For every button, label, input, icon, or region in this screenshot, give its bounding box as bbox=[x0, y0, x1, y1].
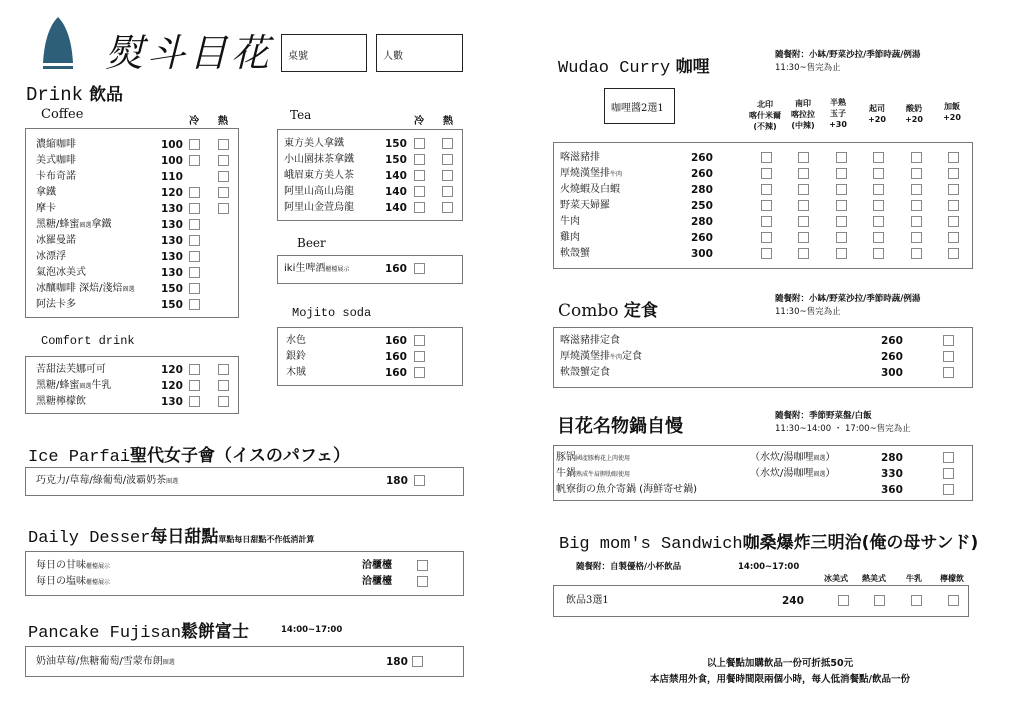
list-item: 牛鍋熟成牛肩胛肋眼使用 （水炊/湯咖哩圈選） 330 bbox=[554, 466, 972, 482]
dessert-section-title: Daily Desser每日甜點單點每日甜點不作低消計算 bbox=[28, 527, 315, 548]
checkbox[interactable] bbox=[414, 351, 425, 362]
list-item: 喀滋豬排定食 260 bbox=[554, 333, 972, 349]
parfait-list bbox=[25, 467, 464, 496]
cold-checkbox[interactable] bbox=[189, 251, 200, 262]
list-item: 卡布奇諾 110 bbox=[26, 169, 238, 185]
checkbox[interactable] bbox=[948, 200, 959, 211]
list-item: 飲品3選1 240 bbox=[554, 593, 968, 609]
people-count-field[interactable] bbox=[376, 34, 463, 72]
list-item: 氣泡冰美式 130 bbox=[26, 265, 238, 281]
curry-side-note: 隨餐附：小缽/野菜沙拉/季節時蔬/例湯 11:30~售完為止 bbox=[775, 50, 921, 73]
cold-checkbox[interactable] bbox=[189, 299, 200, 310]
combo-side-note: 隨餐附：小缽/野菜沙拉/季節時蔬/例湯 11:30~售完為止 bbox=[775, 294, 921, 317]
list-item: 峨眉東方美人茶 140 bbox=[278, 168, 462, 184]
checkbox[interactable] bbox=[836, 200, 847, 211]
list-item: 喀滋豬排 260 bbox=[554, 150, 972, 166]
checkbox[interactable] bbox=[798, 232, 809, 243]
checkbox[interactable] bbox=[798, 168, 809, 179]
sandwich-col-iced-americano: 冰美式 bbox=[824, 574, 848, 583]
cold-checkbox[interactable] bbox=[414, 186, 425, 197]
list-item: 野菜天婦羅 250 bbox=[554, 198, 972, 214]
checkbox[interactable] bbox=[948, 248, 959, 259]
checkbox[interactable] bbox=[761, 216, 772, 227]
checkbox[interactable] bbox=[911, 152, 922, 163]
hot-checkbox[interactable] bbox=[218, 396, 229, 407]
checkbox[interactable] bbox=[761, 152, 772, 163]
hot-checkbox[interactable] bbox=[218, 380, 229, 391]
checkbox[interactable] bbox=[873, 248, 884, 259]
coffee-cold-header: 冷 bbox=[189, 116, 199, 127]
checkbox[interactable] bbox=[911, 216, 922, 227]
hot-americano-checkbox[interactable] bbox=[874, 595, 885, 606]
list-item: 每日の塩味櫃檯展示 洽櫃檯 bbox=[26, 574, 463, 590]
list-item: 阿里山高山烏龍 140 bbox=[278, 184, 462, 200]
hotpot-section-title: 目花名物鍋自慢 bbox=[557, 416, 683, 437]
hot-checkbox[interactable] bbox=[218, 171, 229, 182]
checkbox[interactable] bbox=[948, 232, 959, 243]
cold-checkbox[interactable] bbox=[414, 138, 425, 149]
checkbox[interactable] bbox=[417, 560, 428, 571]
checkbox[interactable] bbox=[414, 335, 425, 346]
checkbox[interactable] bbox=[873, 184, 884, 195]
checkbox[interactable] bbox=[873, 152, 884, 163]
cold-checkbox[interactable] bbox=[414, 154, 425, 165]
people-count-label: 人數 bbox=[383, 51, 403, 62]
checkbox[interactable] bbox=[943, 335, 954, 346]
list-item: 冰漂浮 130 bbox=[26, 249, 238, 265]
tea-hot-header: 熱 bbox=[443, 116, 453, 127]
checkbox[interactable] bbox=[761, 200, 772, 211]
checkbox[interactable] bbox=[943, 367, 954, 378]
comfort-drink-list bbox=[25, 356, 239, 414]
table-number-label: 桌號 bbox=[288, 51, 308, 62]
beer-list bbox=[277, 255, 463, 284]
list-item: 牛肉 280 bbox=[554, 214, 972, 230]
checkbox[interactable] bbox=[798, 152, 809, 163]
cold-checkbox[interactable] bbox=[189, 219, 200, 230]
list-item: 雞肉 260 bbox=[554, 230, 972, 246]
checkbox[interactable] bbox=[911, 200, 922, 211]
list-item: 巧克力/草莓/綠葡萄/波霸奶茶圈選 180 bbox=[26, 473, 463, 489]
iced-americano-checkbox[interactable] bbox=[838, 595, 849, 606]
checkbox[interactable] bbox=[414, 263, 425, 274]
hotpot-list bbox=[553, 445, 973, 501]
list-item: 厚燒漢堡排牛肉定食 260 bbox=[554, 349, 972, 365]
list-item: 拿鐵 120 bbox=[26, 185, 238, 201]
curry-addon-egg: 半熟 玉子 +30 bbox=[829, 98, 847, 129]
hot-checkbox[interactable] bbox=[218, 187, 229, 198]
list-item: 每日の甘味櫃檯展示 洽櫃檯 bbox=[26, 558, 463, 574]
footer-discount-note: 以上餐點加購飲品一份可折抵50元 bbox=[706, 658, 854, 669]
checkbox[interactable] bbox=[414, 475, 425, 486]
checkbox[interactable] bbox=[798, 200, 809, 211]
cold-checkbox[interactable] bbox=[189, 203, 200, 214]
checkbox[interactable] bbox=[948, 168, 959, 179]
curry-addon-north-indian: 北印 喀什米爾 (不辣) bbox=[749, 100, 781, 131]
hot-checkbox[interactable] bbox=[442, 202, 453, 213]
mojito-list bbox=[277, 327, 463, 386]
sandwich-col-milk: 牛乳 bbox=[906, 574, 922, 583]
pancake-list bbox=[25, 646, 464, 677]
list-item: 火燒蝦及白蝦 280 bbox=[554, 182, 972, 198]
list-item: 軟殼蟹 300 bbox=[554, 246, 972, 262]
curry-section-title: Wudao Curry 咖哩 bbox=[558, 57, 710, 78]
list-item: 摩卡 130 bbox=[26, 201, 238, 217]
checkbox[interactable] bbox=[873, 168, 884, 179]
list-item: 冰釀咖啡 深焙/淺焙圈選 150 bbox=[26, 281, 238, 297]
checkbox[interactable] bbox=[943, 351, 954, 362]
cold-checkbox[interactable] bbox=[189, 187, 200, 198]
curry-sauce-choice-box: 咖哩醬2選1 bbox=[604, 88, 675, 124]
checkbox[interactable] bbox=[836, 184, 847, 195]
curry-addon-rice: 加飯 +20 bbox=[943, 102, 961, 122]
hotpot-side-note: 隨餐附：季節野菜盤/白飯 11:30~14:00 ・ 17:00~售完為止 bbox=[775, 411, 911, 434]
cold-checkbox[interactable] bbox=[414, 170, 425, 181]
hot-checkbox[interactable] bbox=[218, 155, 229, 166]
brand-name: 熨斗目花 bbox=[105, 31, 274, 75]
list-item: 水色 160 bbox=[278, 333, 462, 349]
list-item: 美式咖啡 100 bbox=[26, 153, 238, 169]
checkbox[interactable] bbox=[911, 232, 922, 243]
coffee-list bbox=[25, 128, 239, 318]
checkbox[interactable] bbox=[873, 200, 884, 211]
list-item: 小山園抹茶拿鐵 150 bbox=[278, 152, 462, 168]
sandwich-section-title: Big mom's Sandwich咖桑爆炸三明治(俺の母サンド) bbox=[559, 533, 979, 554]
list-item: 阿里山金萱烏龍 140 bbox=[278, 200, 462, 216]
tea-cold-header: 冷 bbox=[414, 116, 424, 127]
checkbox[interactable] bbox=[836, 216, 847, 227]
list-item: 帆寮街の魚介寄鍋 (海鮮寄せ鍋) 360 bbox=[554, 482, 972, 498]
list-item: 阿法卡多 150 bbox=[26, 297, 238, 313]
checkbox[interactable] bbox=[761, 248, 772, 259]
hot-checkbox[interactable] bbox=[442, 154, 453, 165]
list-item: 濃縮咖啡 100 bbox=[26, 137, 238, 153]
mojito-title: Mojito soda bbox=[292, 306, 372, 320]
hot-checkbox[interactable] bbox=[442, 186, 453, 197]
checkbox[interactable] bbox=[761, 232, 772, 243]
cold-checkbox[interactable] bbox=[189, 380, 200, 391]
beer-title: Beer bbox=[297, 236, 326, 250]
tea-title: Tea bbox=[290, 108, 312, 122]
cold-checkbox[interactable] bbox=[189, 396, 200, 407]
cold-checkbox[interactable] bbox=[189, 155, 200, 166]
pancake-time: 14:00~17:00 bbox=[281, 625, 343, 635]
list-item: 黑糖檸檬飲 130 bbox=[26, 394, 238, 410]
checkbox[interactable] bbox=[798, 184, 809, 195]
checkbox[interactable] bbox=[943, 452, 954, 463]
list-item: 黑糖/蜂蜜圈選牛乳 120 bbox=[26, 378, 238, 394]
lemonade-checkbox[interactable] bbox=[948, 595, 959, 606]
hot-checkbox[interactable] bbox=[218, 139, 229, 150]
checkbox[interactable] bbox=[948, 152, 959, 163]
list-item: 木賊 160 bbox=[278, 365, 462, 381]
checkbox[interactable] bbox=[911, 168, 922, 179]
sandwich-list bbox=[553, 585, 969, 617]
checkbox[interactable] bbox=[761, 168, 772, 179]
cold-checkbox[interactable] bbox=[189, 235, 200, 246]
drink-section-title: Drink 飲品 bbox=[26, 84, 124, 106]
checkbox[interactable] bbox=[836, 152, 847, 163]
checkbox[interactable] bbox=[761, 184, 772, 195]
checkbox[interactable] bbox=[911, 184, 922, 195]
hot-checkbox[interactable] bbox=[218, 203, 229, 214]
curry-addon-cheese: 起司 +20 bbox=[868, 104, 886, 124]
cold-checkbox[interactable] bbox=[189, 139, 200, 150]
list-item: 軟殼蟹定食 300 bbox=[554, 365, 972, 381]
cold-checkbox[interactable] bbox=[189, 364, 200, 375]
sandwich-time: 14:00~17:00 bbox=[738, 562, 800, 572]
checkbox[interactable] bbox=[417, 576, 428, 587]
milk-checkbox[interactable] bbox=[911, 595, 922, 606]
checkbox[interactable] bbox=[412, 656, 423, 667]
checkbox[interactable] bbox=[948, 184, 959, 195]
footer-policy-note: 本店禁用外食，用餐時間限兩個小時，每人低消餐點/飲品一份 bbox=[650, 674, 910, 685]
list-item: 東方美人拿鐵 150 bbox=[278, 136, 462, 152]
cold-checkbox[interactable] bbox=[189, 267, 200, 278]
list-item: 黑糖/蜂蜜圈選拿鐵 130 bbox=[26, 217, 238, 233]
list-item: 銀鈴 160 bbox=[278, 349, 462, 365]
iron-logo-icon bbox=[38, 15, 78, 70]
list-item: 苦甜法芙娜可可 120 bbox=[26, 362, 238, 378]
hot-checkbox[interactable] bbox=[218, 364, 229, 375]
checkbox[interactable] bbox=[836, 232, 847, 243]
list-item: 厚燒漢堡排牛肉 260 bbox=[554, 166, 972, 182]
tea-list bbox=[277, 129, 463, 221]
combo-section-title: Combo 定食 bbox=[558, 301, 658, 321]
brand-logo bbox=[38, 15, 78, 70]
checkbox[interactable] bbox=[943, 484, 954, 495]
list-item: 冰羅曼諾 130 bbox=[26, 233, 238, 249]
sandwich-side-note: 隨餐附：自製優格/小杯飲品 bbox=[576, 562, 682, 572]
sandwich-col-lemonade: 檸檬飲 bbox=[940, 574, 964, 583]
list-item: 奶油草莓/焦糖葡萄/雪蒙布朗圈選 180 bbox=[26, 654, 463, 670]
list-item: 豚锅國產豚梅花上肉使用 （水炊/湯咖哩圈選） 280 bbox=[554, 450, 972, 466]
combo-list bbox=[553, 327, 973, 388]
checkbox[interactable] bbox=[873, 216, 884, 227]
cold-checkbox[interactable] bbox=[414, 202, 425, 213]
coffee-title: Coffee bbox=[41, 107, 84, 122]
sandwich-col-hot-americano: 熱美式 bbox=[862, 574, 886, 583]
hot-checkbox[interactable] bbox=[442, 138, 453, 149]
coffee-hot-header: 熱 bbox=[218, 116, 228, 127]
hot-checkbox[interactable] bbox=[442, 170, 453, 181]
checkbox[interactable] bbox=[943, 468, 954, 479]
comfort-drink-title: Comfort drink bbox=[41, 334, 135, 348]
checkbox[interactable] bbox=[798, 216, 809, 227]
dessert-list bbox=[25, 551, 464, 596]
checkbox[interactable] bbox=[798, 248, 809, 259]
table-number-field[interactable] bbox=[281, 34, 367, 72]
footer-notes bbox=[600, 656, 960, 688]
checkbox[interactable] bbox=[948, 216, 959, 227]
list-item: iki生啤酒櫃檯展示 160 bbox=[278, 261, 462, 277]
checkbox[interactable] bbox=[873, 232, 884, 243]
checkbox[interactable] bbox=[911, 248, 922, 259]
curry-addon-yogurt: 酸奶 +20 bbox=[905, 104, 923, 124]
pancake-section-title: Pancake Fujisan鬆餅富士 bbox=[28, 622, 250, 643]
curry-list bbox=[553, 142, 973, 269]
parfait-section-title: Ice Parfai聖代女子會（イスのパフェ） bbox=[28, 446, 351, 467]
checkbox[interactable] bbox=[836, 168, 847, 179]
checkbox[interactable] bbox=[414, 367, 425, 378]
cold-checkbox[interactable] bbox=[189, 283, 200, 294]
checkbox[interactable] bbox=[836, 248, 847, 259]
curry-addon-south-indian: 南印 喀拉拉 (中辣) bbox=[791, 99, 815, 130]
